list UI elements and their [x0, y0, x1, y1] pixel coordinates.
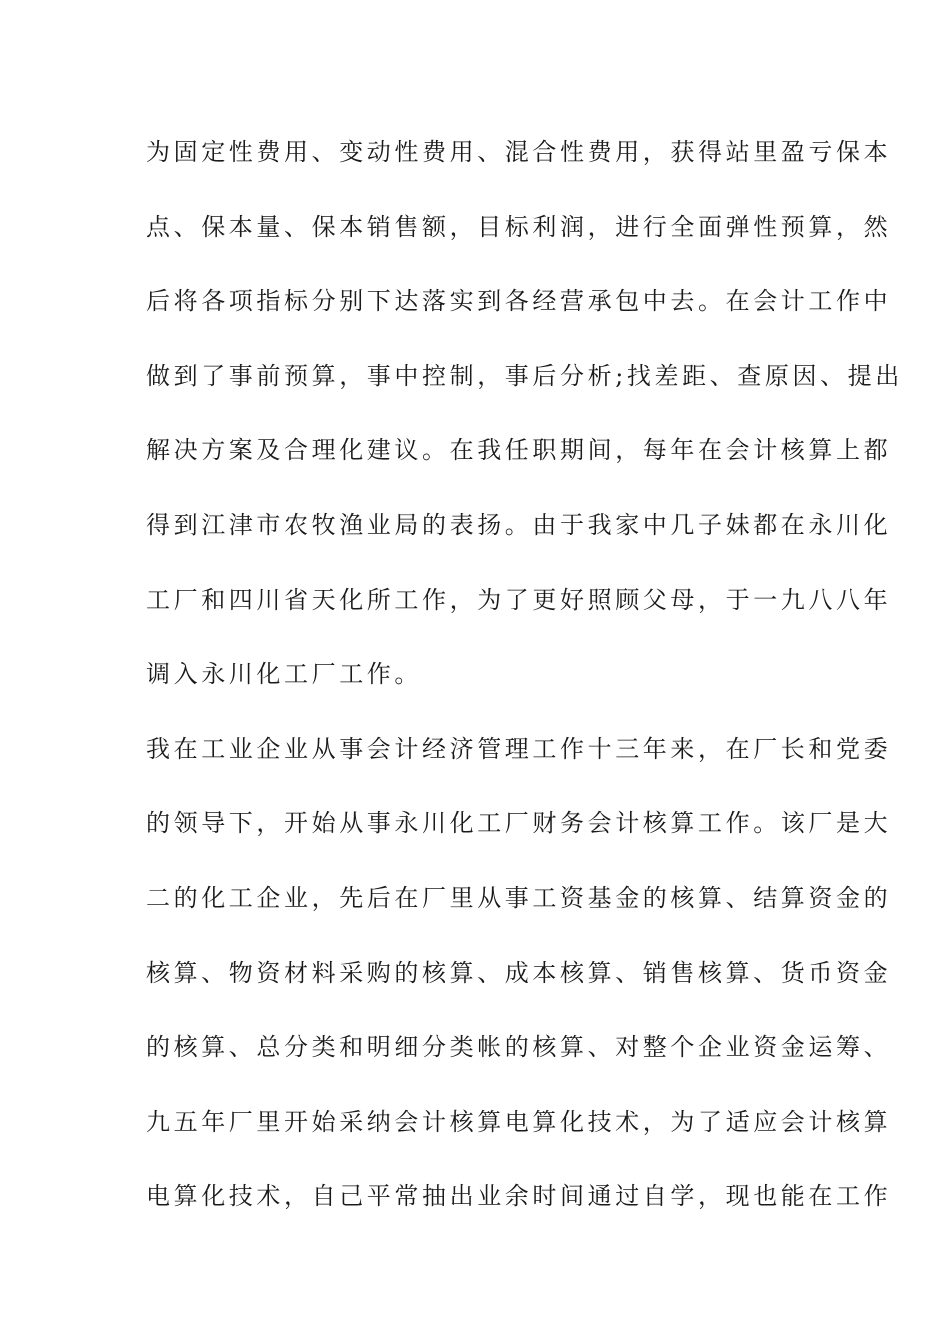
text-line: 为固定性费用、变动性费用、混合性费用，获得站里盈亏保本 — [146, 138, 892, 166]
text-line: 做到了事前预算，事中控制，事后分析;找差距、查原因、提出 — [146, 361, 903, 390]
text-line: 二的化工企业，先后在厂里从事工资基金的核算、结算资金的 — [146, 883, 892, 912]
text-line: 解决方案及合理化建议。在我任职期间，每年在会计核算上都 — [146, 436, 892, 465]
text-line: 工厂和四川省天化所工作，为了更好照顾父母，于一九八八年 — [146, 585, 892, 614]
text-line: 得到江津市农牧渔业局的表扬。由于我家中几子妹都在永川化 — [146, 510, 892, 539]
text-line: 我在工业企业从事会计经济管理工作十三年来，在厂长和党委 — [146, 734, 892, 763]
text-line: 核算、物资材料采购的核算、成本核算、销售核算、货币资金 — [146, 958, 892, 987]
text-line: 后将各项指标分别下达落实到各经营承包中去。在会计工作中 — [146, 287, 892, 316]
text-line: 点、保本量、保本销售额，目标利润，进行全面弹性预算，然 — [146, 212, 892, 241]
text-line: 电算化技术，自己平常抽出业余时间通过自学，现也能在工作 — [146, 1182, 892, 1211]
text-line: 调入永川化工厂工作。 — [146, 660, 422, 689]
text-line: 的核算、总分类和明细分类帐的核算、对整个企业资金运筹、 — [146, 1033, 892, 1062]
text-line: 的领导下，开始从事永川化工厂财务会计核算工作。该厂是大 — [146, 809, 892, 838]
body-text — [146, 122, 903, 1241]
text-line: 九五年厂里开始采纳会计核算电算化技术，为了适应会计核算 — [146, 1107, 892, 1136]
